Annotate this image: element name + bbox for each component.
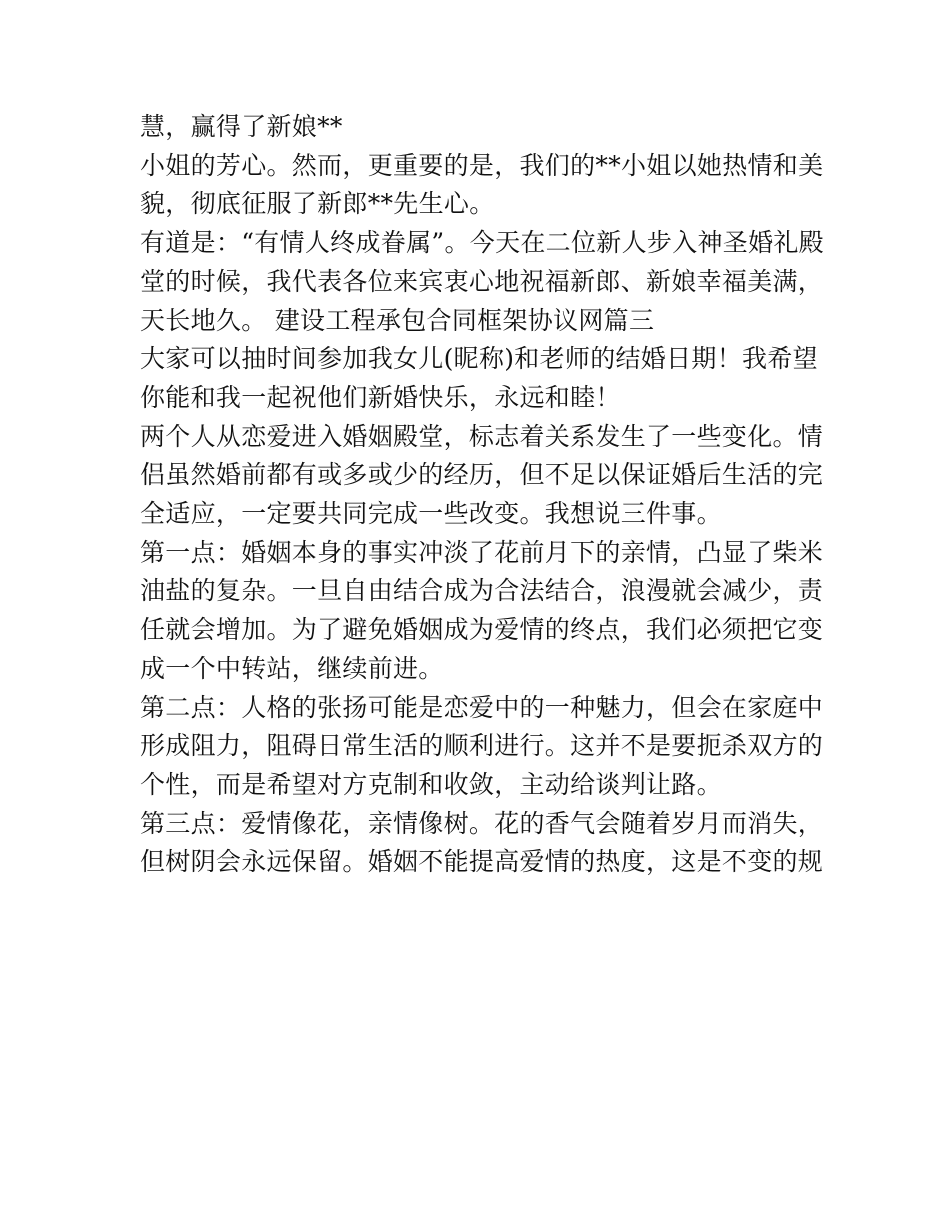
text-line: 任就会增加。为了避免婚姻成为爱情的终点，我们必须把它变: [140, 615, 824, 645]
text-line: 小姐的芳心。然而，更重要的是，我们的**小姐以她热情和美: [140, 150, 824, 180]
text-line: 你能和我一起祝他们新婚快乐，永远和睦！: [140, 382, 621, 412]
text-line: 堂的时候，我代表各位来宾衷心地祝福新郎、新娘幸福美满，: [140, 266, 824, 296]
text-line: 但树阴会永远保留。婚姻不能提高爱情的热度，这是不变的规: [140, 847, 824, 877]
text-line: 个性，而是希望对方克制和收敛，主动给谈判让路。: [140, 769, 722, 799]
text-line: 两个人从恋爱进入婚姻殿堂，标志着关系发生了一些变化。情: [140, 421, 824, 451]
text-line: 成一个中转站，继续前进。: [140, 653, 444, 683]
text-line: 大家可以抽时间参加我女儿(昵称)和老师的结婚日期！我希望: [140, 344, 818, 374]
text-line: 第二点：人格的张扬可能是恋爱中的一种魅力，但会在家庭中: [140, 692, 824, 722]
text-line: 侣虽然婚前都有或多或少的经历，但不足以保证婚后生活的完: [140, 460, 824, 490]
text-line: 貌，彻底征服了新郎**先生心。: [140, 189, 495, 219]
text-line: 第三点：爱情像花，亲情像树。花的香气会随着岁月而消失，: [140, 808, 824, 838]
text-line: 慧，赢得了新娘**: [140, 112, 343, 141]
text-line: 油盐的复杂。一旦自由结合成为合法结合，浪漫就会减少，责: [140, 576, 824, 606]
text-line: 天长地久。 建设工程承包合同框架协议网篇三: [140, 305, 655, 335]
document-body: [140, 108, 824, 882]
text-line: 有道是：“有情人终成眷属”。今天在二位新人步入神圣婚礼殿: [140, 228, 824, 258]
text-line: 形成阻力，阻碍日常生活的顺利进行。这并不是要扼杀双方的: [140, 731, 824, 761]
text-line: 全适应，一定要共同完成一些改变。我想说三件事。: [140, 499, 722, 529]
text-line: 第一点：婚姻本身的事实冲淡了花前月下的亲情，凸显了柴米: [140, 537, 824, 567]
